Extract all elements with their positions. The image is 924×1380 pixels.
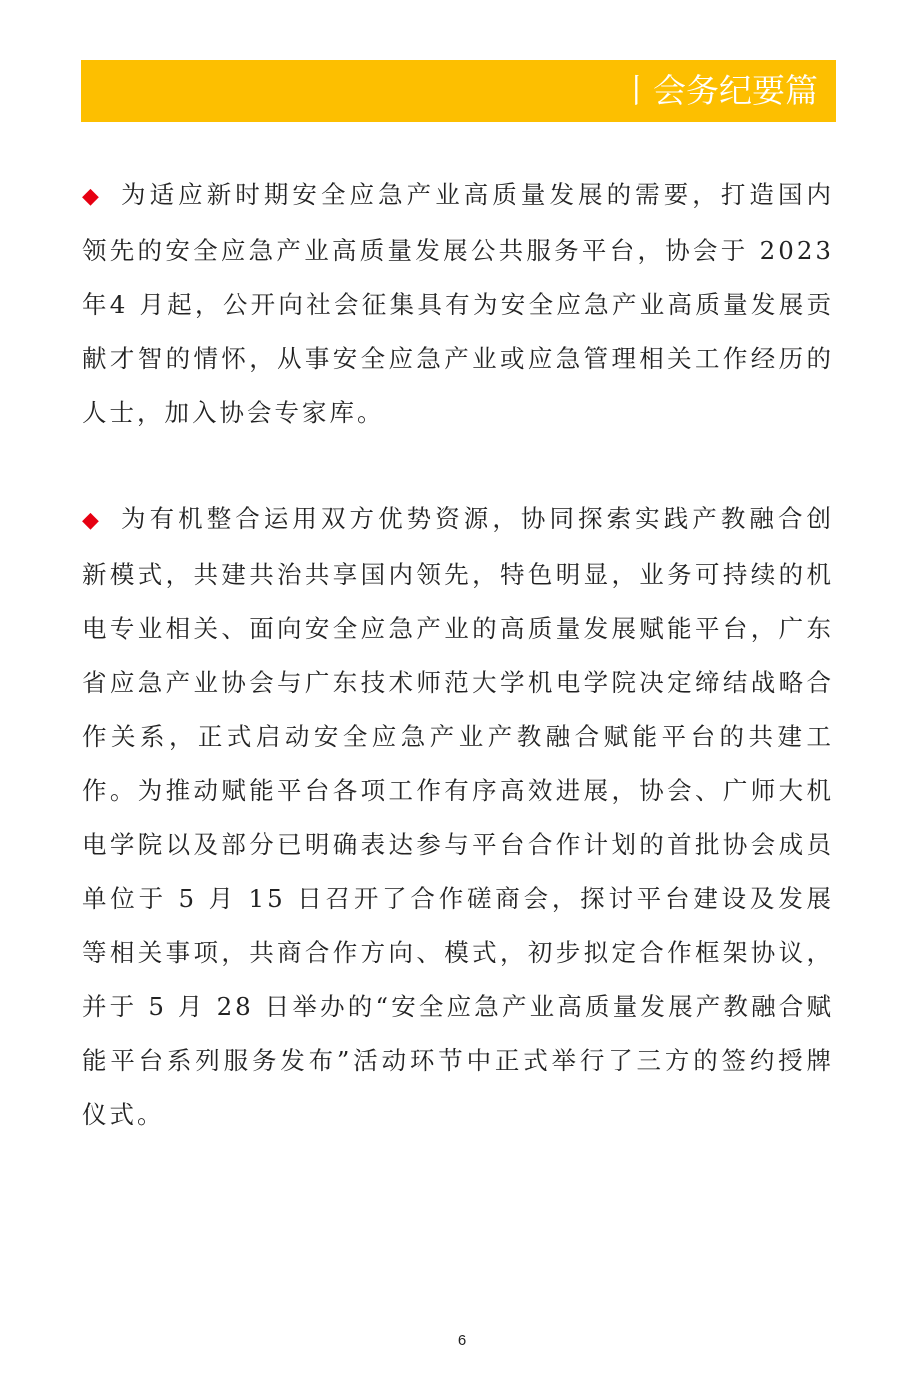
paragraph-1-text: 为适应新时期安全应急产业高质量发展的需要，打造国内领先的安全应急产业高质量发展公共服务平台，协会于 2023 年4 月起，公开向社会征集具有为安全应急产业高质量发展贡献才智的情怀，从事安全应急产业或应急管理相关工作经历的人士，加入协会专家库。 bbox=[82, 180, 834, 427]
diamond-icon: ◆ bbox=[82, 184, 99, 209]
paragraph-1 bbox=[82, 168, 834, 440]
paragraph-2 bbox=[82, 492, 834, 1142]
header-bar bbox=[81, 60, 836, 122]
page-number: 6 bbox=[457, 1332, 467, 1349]
paragraph-2-text: 为有机整合运用双方优势资源，协同探索实践产教融合创新模式，共建共治共享国内领先，特色明显，业务可持续的机电专业相关、面向安全应急产业的高质量发展赋能平台，广东省应急产业协会与广东技术师范大学机电学院决定缔结战略合作关系，正式启动安全应急产业产教融合赋能平台的共建工作。为推动赋能平台各项工作有序高效进展，协会、广师大机电学院以及部分已明确表达参与平台合作计划的首批协会成员单位于 5 月 15 日召开了合作磋商会，探讨平台建设及发展等相关事项，共商合作方向、模式，初步拟定合作框架协议，并于 5 月 28 日举办的“安全应急产业高质量发展产教融合赋能平台系列服务发布”活动环节中正式举行了三方的签约授牌仪式。 bbox=[82, 504, 834, 1129]
diamond-icon: ◆ bbox=[82, 508, 99, 533]
section-title: 丨会务纪要篇 bbox=[620, 71, 818, 110]
